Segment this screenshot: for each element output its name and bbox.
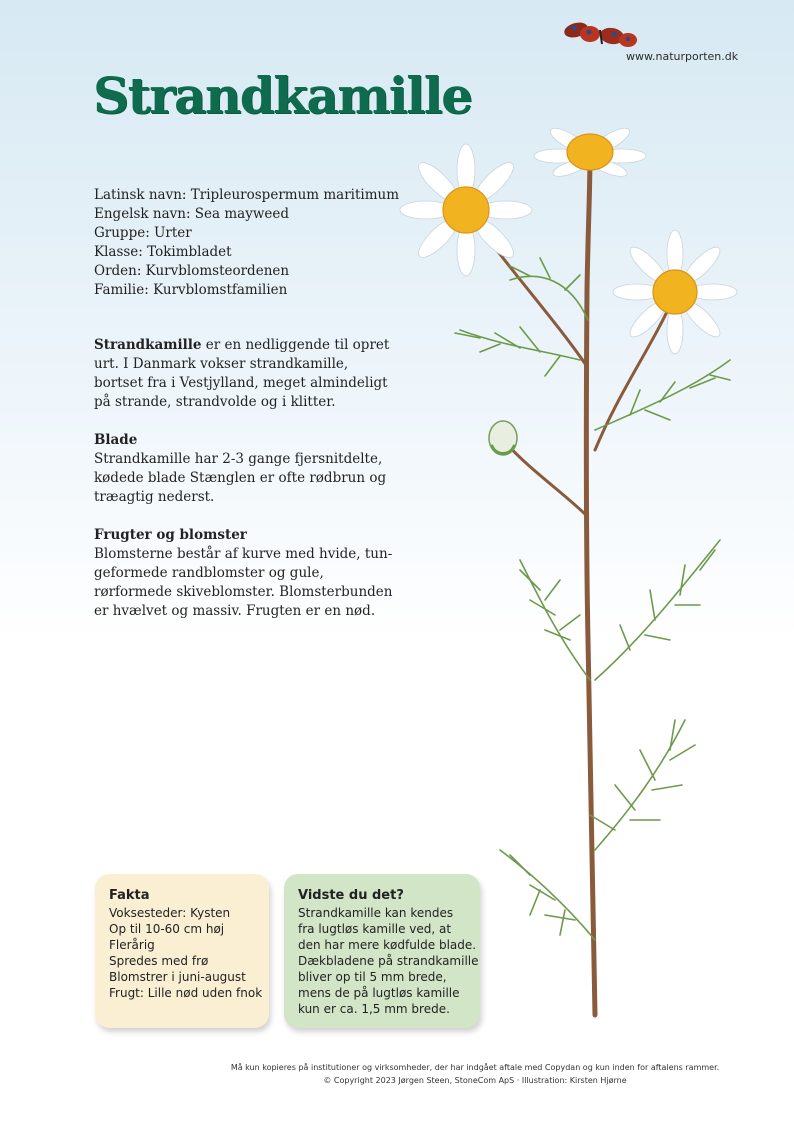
meta-english-name: Engelsk navn: Sea mayweed xyxy=(94,206,290,222)
facts-box xyxy=(95,874,269,1028)
did-you-know-line: den har mere kødfulde blade. xyxy=(298,938,477,952)
facts-heading: Fakta xyxy=(109,888,150,903)
section-text-blade: Strandkamille har 2-3 gange fjersnitdelte, kødede blade Stænglen er ofte rødbrun og træagtig nederst. xyxy=(94,451,387,505)
did-you-know-line: bliver op til 5 mm brede, xyxy=(298,970,447,984)
intro-paragraph xyxy=(94,336,394,412)
meta-group: Gruppe: Urter xyxy=(94,225,192,241)
footer xyxy=(0,1061,794,1087)
did-you-know-line: Strandkamille kan kendes xyxy=(298,906,454,920)
facts-line: Blomstrer i juni-august xyxy=(109,970,246,984)
meta-family: Familie: Kurvblomstfamilien xyxy=(94,282,288,298)
meta-class: Klasse: Tokimbladet xyxy=(94,244,232,260)
species-meta xyxy=(94,186,414,300)
copyright: © Copyright 2023 Jørgen Steen, StoneCom ApS · Illustration: Kirsten Hjørne xyxy=(323,1076,627,1085)
facts-line: Flerårig xyxy=(109,938,155,952)
did-you-know-line: mens de på lugtløs kamille xyxy=(298,986,460,1000)
meta-order: Orden: Kurvblomsteordenen xyxy=(94,263,290,279)
facts-line: Spredes med frø xyxy=(109,954,209,968)
facts-line: Voksesteder: Kysten xyxy=(109,906,231,920)
page-title: Strandkamille xyxy=(93,66,472,125)
site-url[interactable]: www.naturporten.dk xyxy=(626,50,739,63)
facts-line: Op til 10-60 cm høj xyxy=(109,922,225,936)
butterfly-icon xyxy=(562,18,642,52)
did-you-know-line: Dækbladene på strandkamille xyxy=(298,954,479,968)
did-you-know-line: fra lugtløs kamille ved, at xyxy=(298,922,452,936)
copy-notice: Må kun kopieres på institutioner og virksomheder, der har indgået aftale med Copydan og kun inden for aftalens rammer. xyxy=(230,1063,720,1072)
intro-text: er en nedliggende til opret urt. I Danmark vokser strandkamille, bortset fra i Vestjylland, meget almindeligt på strande, strandvolde og i klitter. xyxy=(94,337,390,410)
meta-latin-name: Latinsk navn: Tripleurospermum maritimum xyxy=(94,187,400,203)
description xyxy=(94,336,394,640)
brand[interactable] xyxy=(560,14,750,66)
did-you-know-line: kun er ca. 1,5 mm brede. xyxy=(298,1002,450,1016)
intro-bold: Strandkamille xyxy=(94,337,202,353)
section-heading-frugter: Frugter og blomster xyxy=(94,527,247,543)
section-text-frugter: Blomsterne består af kurve med hvide, tungeformede randblomster og gule, rørformede skiveblomster. Blomsterbunden er hvælvet og massiv. Frugten er en nød. xyxy=(94,546,393,619)
section-heading-blade: Blade xyxy=(94,432,138,448)
did-you-know-box xyxy=(284,874,480,1028)
did-you-know-heading: Vidste du det? xyxy=(298,888,404,903)
facts-line: Frugt: Lille nød uden fnok xyxy=(109,986,263,1000)
